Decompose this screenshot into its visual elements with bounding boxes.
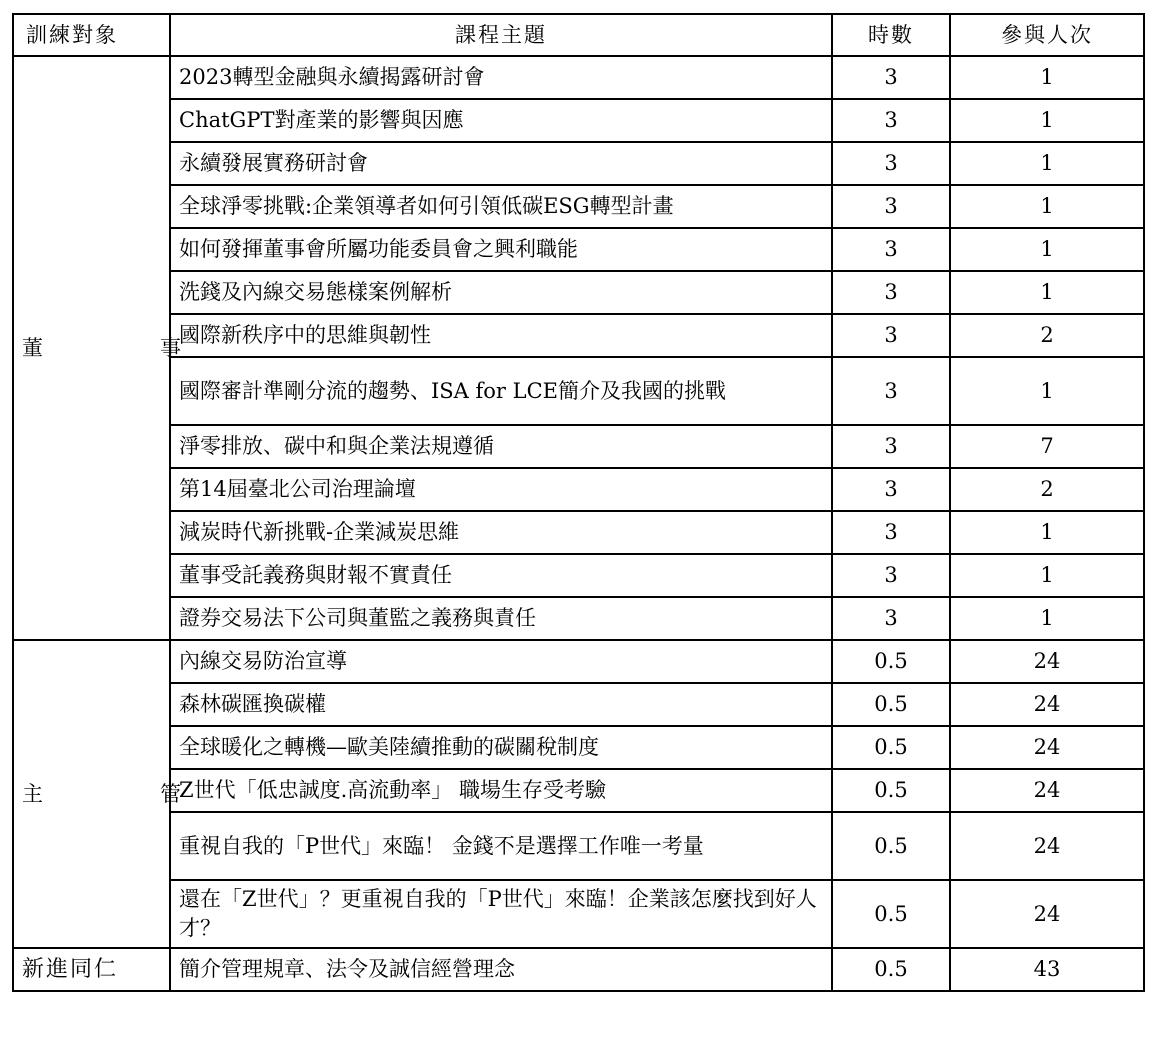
course-topic: 第14屆臺北公司治理論壇 (170, 468, 832, 511)
course-hours: 3 (832, 314, 950, 357)
course-count: 24 (950, 812, 1144, 880)
course-topic: 內線交易防治宣導 (170, 640, 832, 683)
course-topic: 2023轉型金融與永續揭露研討會 (170, 56, 832, 99)
table-row (13, 425, 1144, 468)
course-count: 1 (950, 142, 1144, 185)
course-hours: 3 (832, 554, 950, 597)
course-hours: 0.5 (832, 683, 950, 726)
course-hours: 0.5 (832, 948, 950, 991)
course-count: 1 (950, 357, 1144, 425)
course-count: 24 (950, 880, 1144, 948)
course-hours: 3 (832, 99, 950, 142)
course-hours: 0.5 (832, 726, 950, 769)
table-row (13, 228, 1144, 271)
course-hours: 3 (832, 597, 950, 640)
table-row (13, 640, 1144, 683)
course-count: 1 (950, 511, 1144, 554)
course-hours: 0.5 (832, 640, 950, 683)
header-hours: 時數 (832, 14, 950, 56)
course-count: 1 (950, 56, 1144, 99)
course-topic: 證券交易法下公司與董監之義務與責任 (170, 597, 832, 640)
course-hours: 3 (832, 142, 950, 185)
table-row (13, 683, 1144, 726)
table-row (13, 554, 1144, 597)
course-count: 7 (950, 425, 1144, 468)
course-count: 2 (950, 468, 1144, 511)
course-hours: 3 (832, 56, 950, 99)
course-hours: 3 (832, 425, 950, 468)
table-row (13, 597, 1144, 640)
course-count: 1 (950, 228, 1144, 271)
table-row (13, 56, 1144, 99)
course-topic: 森林碳匯換碳權 (170, 683, 832, 726)
course-hours: 3 (832, 185, 950, 228)
course-hours: 3 (832, 468, 950, 511)
course-topic: 重視自我的「P世代」來臨！ 金錢不是選擇工作唯一考量 (170, 812, 832, 880)
table-row (13, 142, 1144, 185)
course-hours: 0.5 (832, 880, 950, 948)
course-count: 1 (950, 185, 1144, 228)
course-topic: 如何發揮董事會所屬功能委員會之興利職能 (170, 228, 832, 271)
course-topic: 全球淨零挑戰:企業領導者如何引領低碳ESG轉型計畫 (170, 185, 832, 228)
course-count: 1 (950, 554, 1144, 597)
header-row (13, 14, 1144, 56)
course-topic: 還在「Z世代」？更重視自我的「P世代」來臨！企業該怎麼找到好人才？ (170, 880, 832, 948)
header-count: 參與人次 (950, 14, 1144, 56)
course-topic: 全球暖化之轉機—歐美陸續推動的碳關稅制度 (170, 726, 832, 769)
course-hours: 0.5 (832, 812, 950, 880)
course-topic: 永續發展實務研討會 (170, 142, 832, 185)
course-count: 2 (950, 314, 1144, 357)
training-table (12, 13, 1145, 992)
course-topic: 董事受託義務與財報不實責任 (170, 554, 832, 597)
course-count: 24 (950, 640, 1144, 683)
header-target: 訓練對象 (13, 14, 170, 56)
course-count: 1 (950, 597, 1144, 640)
table-row (13, 468, 1144, 511)
table-row (13, 271, 1144, 314)
course-topic: 淨零排放、碳中和與企業法規遵循 (170, 425, 832, 468)
table-row (13, 185, 1144, 228)
table-row (13, 948, 1144, 991)
course-hours: 3 (832, 228, 950, 271)
course-topic: 洗錢及內線交易態樣案例解析 (170, 271, 832, 314)
table-row (13, 511, 1144, 554)
group-label-directors: 董 事 (13, 56, 170, 640)
header-topic: 課程主題 (170, 14, 832, 56)
course-count: 1 (950, 99, 1144, 142)
table-row (13, 99, 1144, 142)
group-label-new-staff: 新進同仁 (13, 948, 170, 991)
course-topic: 簡介管理規章、法令及誠信經營理念 (170, 948, 832, 991)
course-count: 1 (950, 271, 1144, 314)
course-topic: Z世代「低忠誠度.高流動率」 職場生存受考驗 (170, 769, 832, 812)
course-count: 24 (950, 726, 1144, 769)
group-label-managers: 主 管 (13, 640, 170, 948)
course-hours: 3 (832, 357, 950, 425)
table-row (13, 726, 1144, 769)
table-row (13, 812, 1144, 880)
course-topic: 減炭時代新挑戰-企業減炭思維 (170, 511, 832, 554)
course-count: 24 (950, 683, 1144, 726)
course-topic: ChatGPT對產業的影響與因應 (170, 99, 832, 142)
course-hours: 0.5 (832, 769, 950, 812)
course-topic: 國際新秩序中的思維與韌性 (170, 314, 832, 357)
course-hours: 3 (832, 271, 950, 314)
course-hours: 3 (832, 511, 950, 554)
table-row (13, 357, 1144, 425)
course-count: 43 (950, 948, 1144, 991)
course-count: 24 (950, 769, 1144, 812)
table-row (13, 880, 1144, 948)
course-topic: 國際審計準剛分流的趨勢、ISA for LCE簡介及我國的挑戰 (170, 357, 832, 425)
